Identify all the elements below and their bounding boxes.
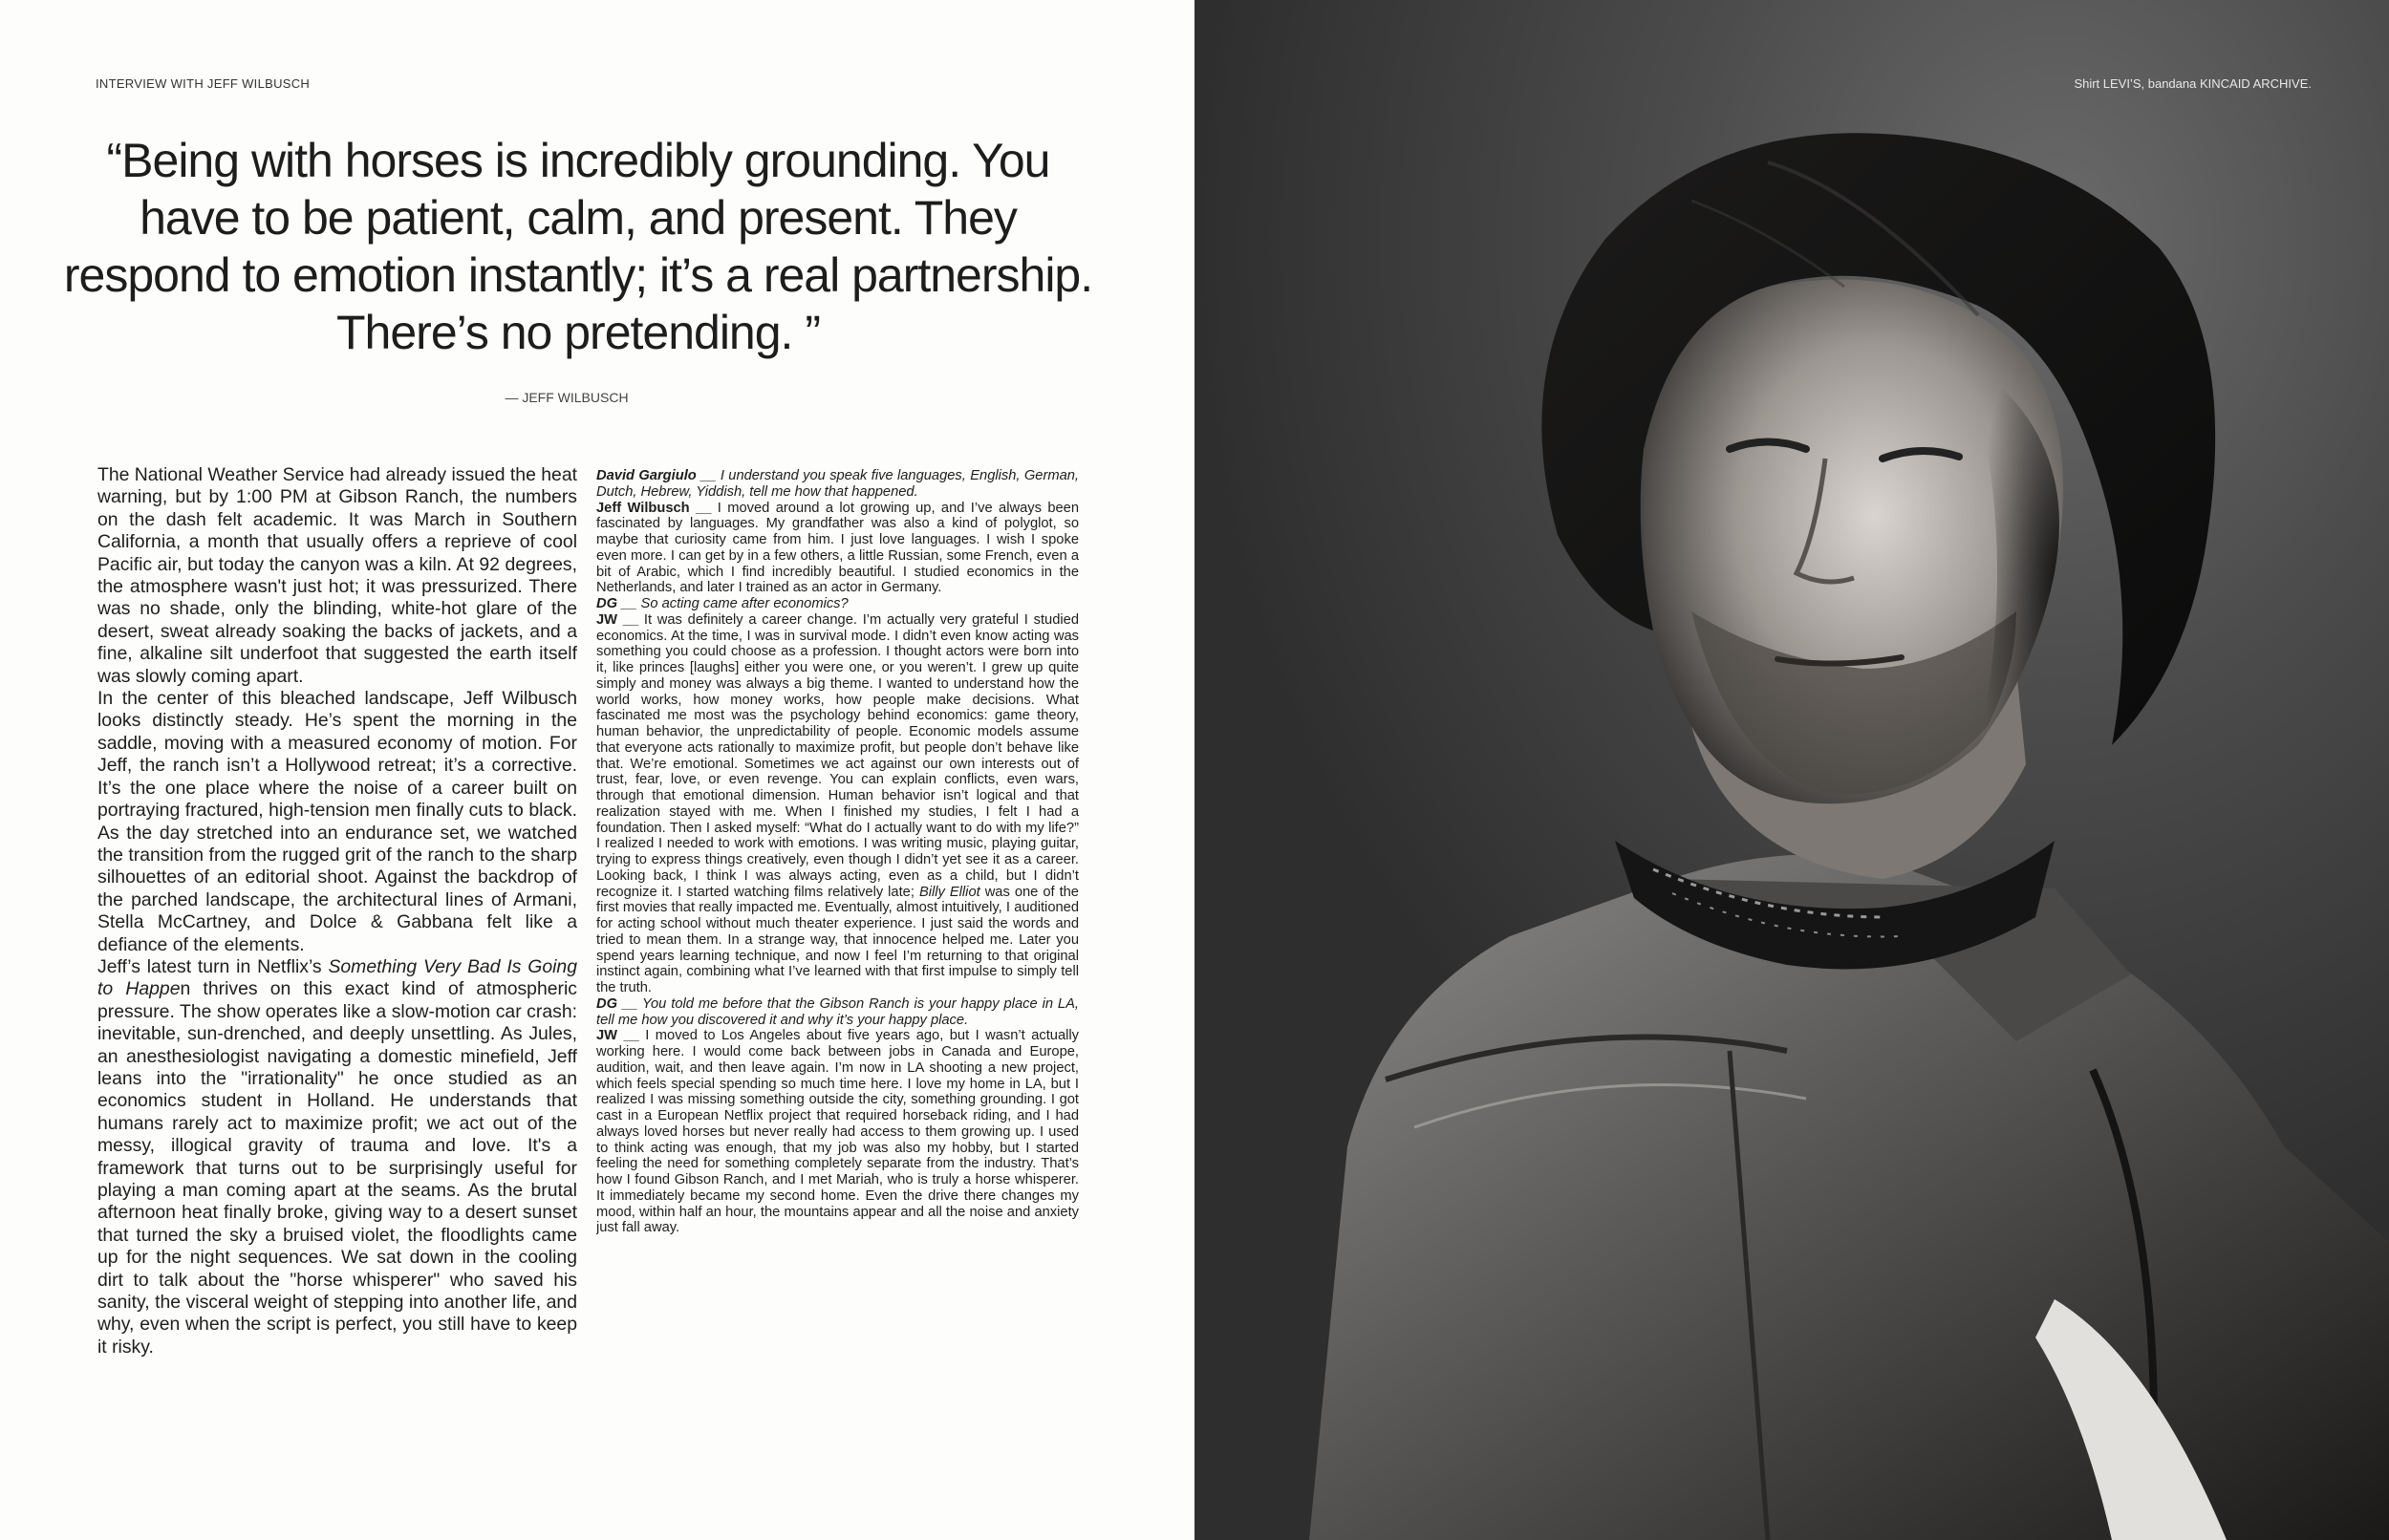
intro-paragraph: The National Weather Service had already issued the heat warning, but by 1:00 PM at Gibson Ranch, the numbers on the dash felt academic. It was March in Southern California, a month that usually offers a reprieve of cool Pacific air, but today the canyon was a kiln. At 92 degrees, the atmosphere wasn't just hot; it was pressurized. There was no shade, only the blinding, white-hot glare of the desert, sweat already soaking the backs of jackets, and a fine, alkaline silt underfoot that suggested the earth itself was slowly coming apart.: [97, 464, 577, 687]
answer-text: It was definitely a career change. I’m actually very grateful I studied economics. At the time, I was in survival mode. I didn’t even know acting was something you could choose as a profession. I thought actors were born into it, like princes [laughs] either you were one, or you weren’t. I grew up quite simply and money was always a big theme. I wanted to understand how the world works, how money works, how people make decisions. What fascinated me most was the psychology behind economics: game theory, human behavior, the unpredictability of people. Economic models assume that everyone acts rationally to maximize profit, but people don’t behave like that. We’re emotional. Sometimes we act against our own interests out of trust, fear, love, or even revenge. You can explain conflicts, even wars, through that emotional dimension. Human behavior isn’t logical and that realization stayed with me. When I finished my studies, I felt I had a foundation. Then I asked myself: “What do I actually want to do with my life?” I realized I needed to work with emotions. I was writing music, playing guitar, trying to express things creatively, even though I didn’t yet see it as a career. Looking back, I think I was always acting, even as a child, but I didn’t recognize it. I started watching films relatively late;: [596, 611, 1079, 900]
interview-question: [596, 468, 1079, 501]
netflix-paragraph: [97, 956, 577, 1358]
intro-column: [97, 464, 577, 1467]
interview-column: [596, 468, 1079, 1433]
answer-text: I moved to Los Angeles about five years ago, but I wasn’t actually working here. I would come back between jobs in Canada and Europe, audition, wait, and then leave again. I’m now in LA shooting a new project, which feels special spending so much time here. I love my home in LA, but I realized I was missing something outside the city, something grounding. I got cast in a European Netflix project that required horseback riding, and I had always loved horses but never really had access to them growing up. I used to think acting was enough, that my job was also my hobby, but I started feeling the need for something completely separate from the industry. That’s how I found Gibson Ranch, and I met Mariah, who is truly a horse whisperer. It immediately became my second home. Even the drive there changes my mood, within half an hour, the mountains appear and all the noise and anxiety just fall away.: [596, 1028, 1079, 1236]
answer-text-cont: was one of the first movies that really impacted me. Eventually, almost intuitively, I auditioned for acting school without much theater experience. I just said the words and tried to mean them. In a strange way, that innocence helped me. Later you spend years learning technique, and now I feel I’m returning to that original instinct again, combining what I’ve learned with that first impulse to simply tell the truth.: [596, 884, 1079, 995]
portrait-photo-page: [1194, 0, 2389, 1540]
netflix-paragraph-lead: Jeff’s latest turn in Netflix’s: [97, 955, 329, 977]
answer-text: I moved around a lot growing up, and I’ve always been fascinated by languages. My grandfather was also a kind of polyglot, so maybe that curiosity came from him. I just love languages. I wish I spoke even more. I can get by in a few others, a little Russian, some French, even a bit of Arabic, which I find incredibly beautiful. I studied economics in the Netherlands, and later I trained as an actor in Germany.: [596, 500, 1079, 596]
interview-question: [596, 996, 1079, 1029]
intro-paragraph: In the center of this bleached landscape, Jeff Wilbusch looks distinctly steady. He’s spent the morning in the saddle, moving with a measured economy of motion. For Jeff, the ranch isn’t a Hollywood retreat; it’s a corrective. It’s the one place where the noise of a career built on portraying fractured, high-tension men finally cuts to black. As the day stretched into an endurance set, we watched the transition from the rugged grit of the ranch to the sharp silhouettes of an editorial shoot. Against the backdrop of the parched landscape, the architectural lines of Armani, Stella McCartney, and Dolce & Gabbana felt like a defiance of the elements.: [97, 688, 577, 955]
portrait-photo: [1194, 0, 2389, 1540]
film-title: Billy Elliot: [918, 884, 980, 900]
speaker-label: David Gargiulo __: [596, 468, 717, 483]
quote-attribution: — JEFF WILBUSCH: [505, 390, 629, 405]
pull-quote: “Being with horses is incredibly grounding. You have to be patient, calm, and present. They respond to emotion instantly; it’s a real partnership. There’s no pretending. ”: [63, 134, 1093, 359]
interview-answer: [596, 1028, 1079, 1236]
left-page: [0, 0, 1194, 1540]
question-text: I understand you speak five languages, English, German, Dutch, Hebrew, Yiddish, tell me how that happened.: [596, 468, 1079, 500]
speaker-label: DG __: [596, 596, 637, 611]
speaker-label: DG __: [596, 995, 638, 1012]
photo-credit: Shirt LEVI’S, bandana KINCAID ARCHIVE.: [2074, 76, 2312, 91]
interview-answer: [596, 501, 1079, 597]
interview-question: [596, 596, 1079, 612]
netflix-paragraph-body: n thrives on this exact kind of atmospheric pressure. The show operates like a slow-motion car crash: inevitable, sun-drenched, and deeply unsettling. As Jules, an anesthesiologist navigating a domestic minefield, Jeff leans into the "irrationality" he once studied as an economics student in Holland. He understands that humans rarely act to maximize profit; we act out of the messy, illogical gravity of trauma and love. It's a framework that turns out to be surprisingly useful for playing a man coming apart at the seams. As the brutal afternoon heat finally broke, giving way to a desert sunset that turned the sky a bruised violet, the floodlights came up for the night sequences. We sat down in the cooling dirt to talk about the "horse whisperer" who saved his sanity, the visceral weight of stepping into another life, and why, even when the script is perfect, you still have to keep it risky.: [97, 978, 577, 1358]
interview-answer: [596, 612, 1079, 996]
question-text: So acting came after economics?: [636, 596, 849, 611]
speaker-label: Jeff Wilbusch __: [596, 500, 712, 516]
question-text: You told me before that the Gibson Ranch is your happy place in LA, tell me how you discovered it and why it’s your happy place.: [596, 995, 1079, 1028]
speaker-label: JW __: [596, 1028, 639, 1044]
running-head: INTERVIEW WITH JEFF WILBUSCH: [96, 76, 311, 91]
speaker-label: JW __: [596, 611, 639, 628]
show-title: Something Very Bad Is Going to Happe: [97, 955, 577, 1000]
